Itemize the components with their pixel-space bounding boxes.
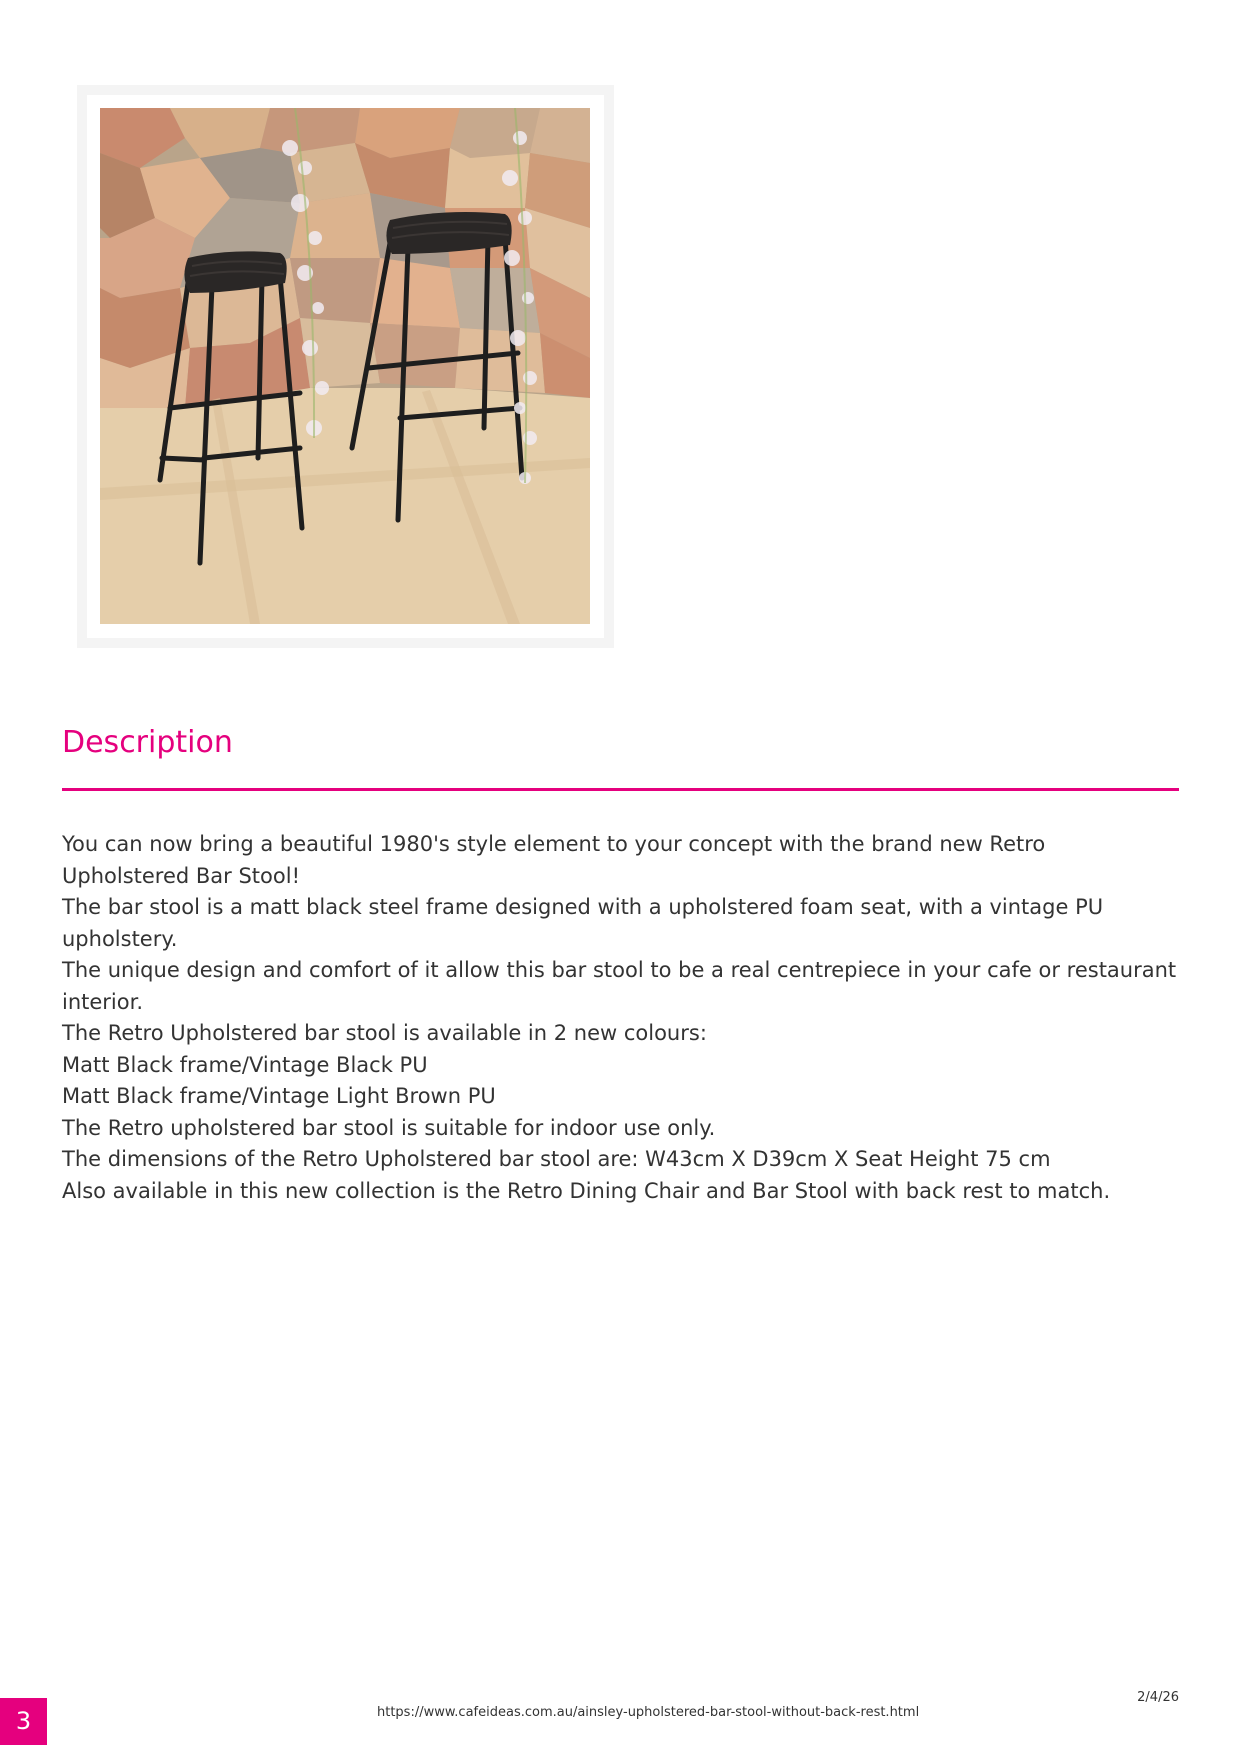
footer-date: 2/4/26: [1137, 1690, 1179, 1705]
colour-option: Matt Black frame/Vintage Light Brown PU: [62, 1084, 496, 1108]
dimensions-paragraph: The dimensions of the Retro Upholstered bar stool are: W43cm X D39cm X Seat Height 75 cm: [62, 1147, 1051, 1171]
description-paragraph: The Retro Upholstered bar stool is available in 2 new colours:: [62, 1021, 707, 1045]
description-paragraph: You can now bring a beautiful 1980's style element to your concept with the brand new Retro Upholstered Bar Stool!: [62, 832, 1046, 888]
colour-option: Matt Black frame/Vintage Black PU: [62, 1052, 428, 1077]
description-paragraph: Also available in this new collection is the Retro Dining Chair and Bar Stool with back rest to match.: [62, 1178, 1111, 1203]
description-paragraph: The bar stool is a matt black steel frame designed with a upholstered foam seat, with a vintage PU upholstery.: [62, 895, 1104, 951]
description-body: [62, 829, 1179, 1207]
page-number-badge: 3: [0, 1698, 47, 1745]
product-image-frame: [77, 85, 614, 648]
description-heading: Description: [62, 725, 233, 760]
product-photo: [100, 108, 590, 624]
footer-url[interactable]: https://www.cafeideas.com.au/ainsley-upholstered-bar-stool-without-back-rest.html: [377, 1705, 920, 1720]
description-paragraph: The Retro upholstered bar stool is suitable for indoor use only.: [62, 1115, 716, 1140]
heading-divider: [62, 788, 1179, 791]
product-image-mat: [87, 95, 604, 638]
description-paragraph: The unique design and comfort of it allow this bar stool to be a real centrepiece in your cafe or restaurant interior.: [62, 958, 1177, 1014]
